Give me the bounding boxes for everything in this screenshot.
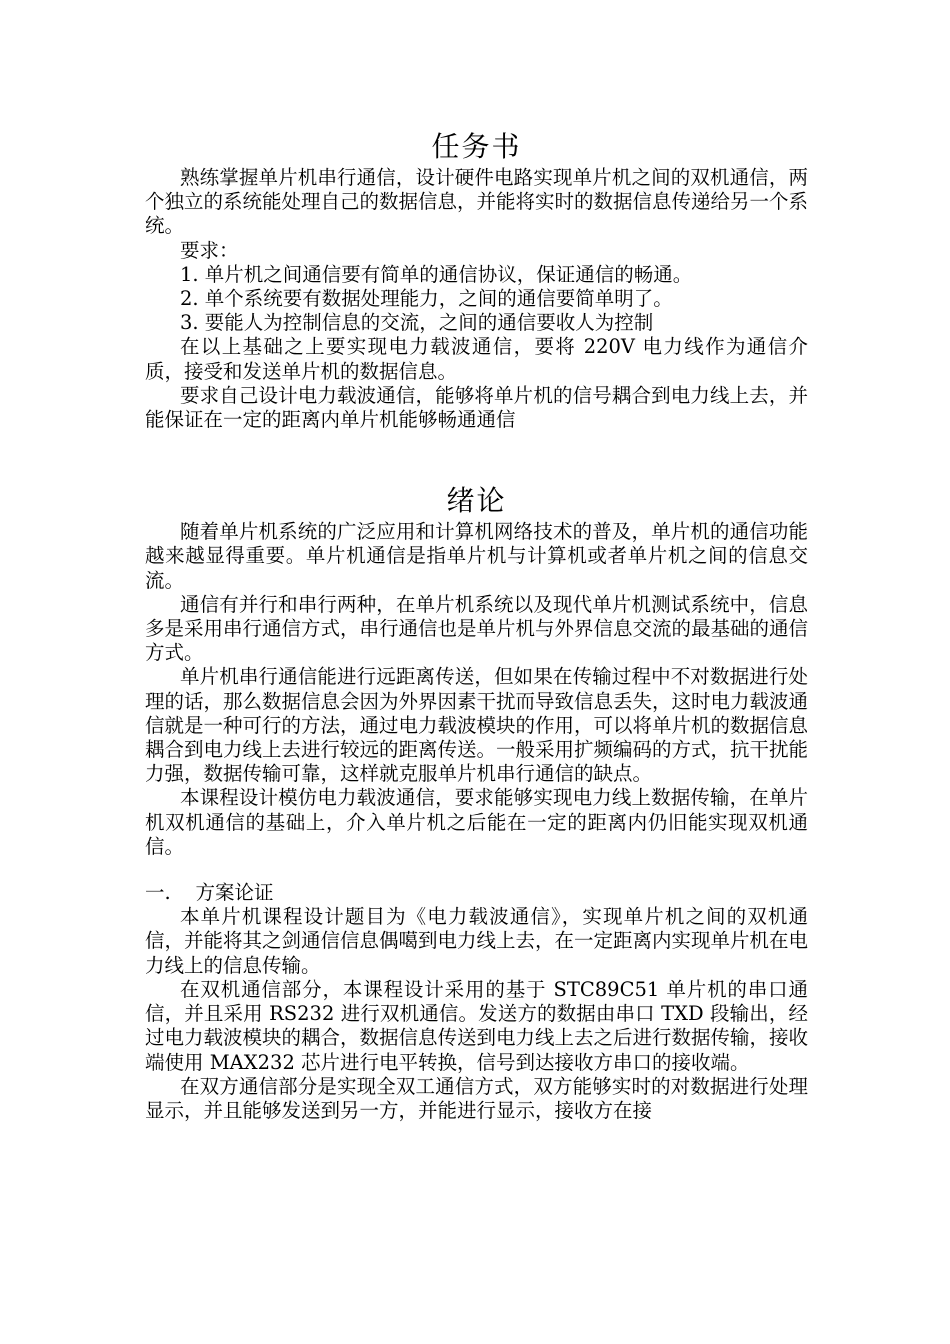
intro-paragraph: 通信有并行和串行两种，在单片机系统以及现代单片机测试系统中，信息多是采用串行通信方式，串行通信也是单片机与外界信息交流的最基础的通信方式。: [145, 592, 809, 665]
spacer: [145, 859, 808, 881]
section-paragraph: 在双机通信部分，本课程设计采用的基于 STC89C51 单片机的串口通信，并且采用 RS232 进行双机通信。发送方的数据由串口 TXD 段输出，经过电力载波模块的耦合，数据信息传送到电力线上去之后进行数据传输，接收端使用 MAX232 芯片进行电平转换，信号到达接收方串口的接收端。: [145, 977, 809, 1074]
intro-title: 绪论: [446, 484, 507, 518]
requirement-item: 1. 单片机之间通信要有简单的通信协议，保证通信的畅通。: [180, 262, 693, 286]
section-paragraph: 在双方通信部分是实现全双工通信方式，双方能够实时的对数据进行处理显示，并且能够发送到另一方，并能进行显示，接收方在接: [145, 1074, 808, 1122]
task-title: 任务书: [431, 130, 522, 163]
section-paragraph: 本单片机课程设计题目为《电力载波通信》，实现单片机之间的双机通信，并能将其之剑通信信息偶噶到电力线上去，在一定距离内实现单片机在电力线上的信息传输。: [145, 905, 809, 977]
task-paragraph: 熟练掌握单片机串行通信，设计硬件电路实现单片机之间的双机通信，两个独立的系统能处理自己的数据信息，并能将实时的数据信息传递给另一个系统。: [145, 166, 809, 238]
document-page: [145, 128, 808, 1123]
section-heading: 一. 方案论证: [145, 881, 274, 905]
task-paragraph: 在以上基础之上要实现电力载波通信，要将 220V 电力线作为通信介质，接受和发送单片机的数据信息。: [145, 335, 808, 383]
requirements-label: 要求：: [180, 238, 239, 262]
intro-paragraph: 单片机串行通信能进行远距离传送，但如果在传输过程中不对数据进行处理的话，那么数据信息会因为外界因素干扰而导致信息丢失，这时电力载波通信就是一种可行的方法，通过电力载波模块的作用，可以将单片机的数据信息耦合到电力线上去进行较远的距离传送。一般采用扩频编码的方式，抗干扰能力强，数据传输可靠，这样就克服单片机串行通信的缺点。: [145, 665, 809, 786]
intro-paragraph: 本课程设计模仿电力载波通信，要求能够实现电力线上数据传输，在单片机双机通信的基础上，介入单片机之后能在一定的距离内仍旧能实现双机通信。: [145, 786, 808, 858]
requirement-item: 2. 单个系统要有数据处理能力，之间的通信要简单明了。: [180, 287, 673, 311]
requirement-item: 3. 要能人为控制信息的交流，之间的通信要收人为控制: [180, 311, 654, 335]
task-paragraph: 要求自己设计电力载波通信，能够将单片机的信号耦合到电力线上去，并能保证在一定的距离内单片机能够畅通通信: [145, 383, 808, 432]
intro-paragraph: 随着单片机系统的广泛应用和计算机网络技术的普及，单片机的通信功能越来越显得重要。单片机通信是指单片机与计算机或者单片机之间的信息交流。: [145, 520, 808, 592]
spacer: [145, 432, 808, 482]
